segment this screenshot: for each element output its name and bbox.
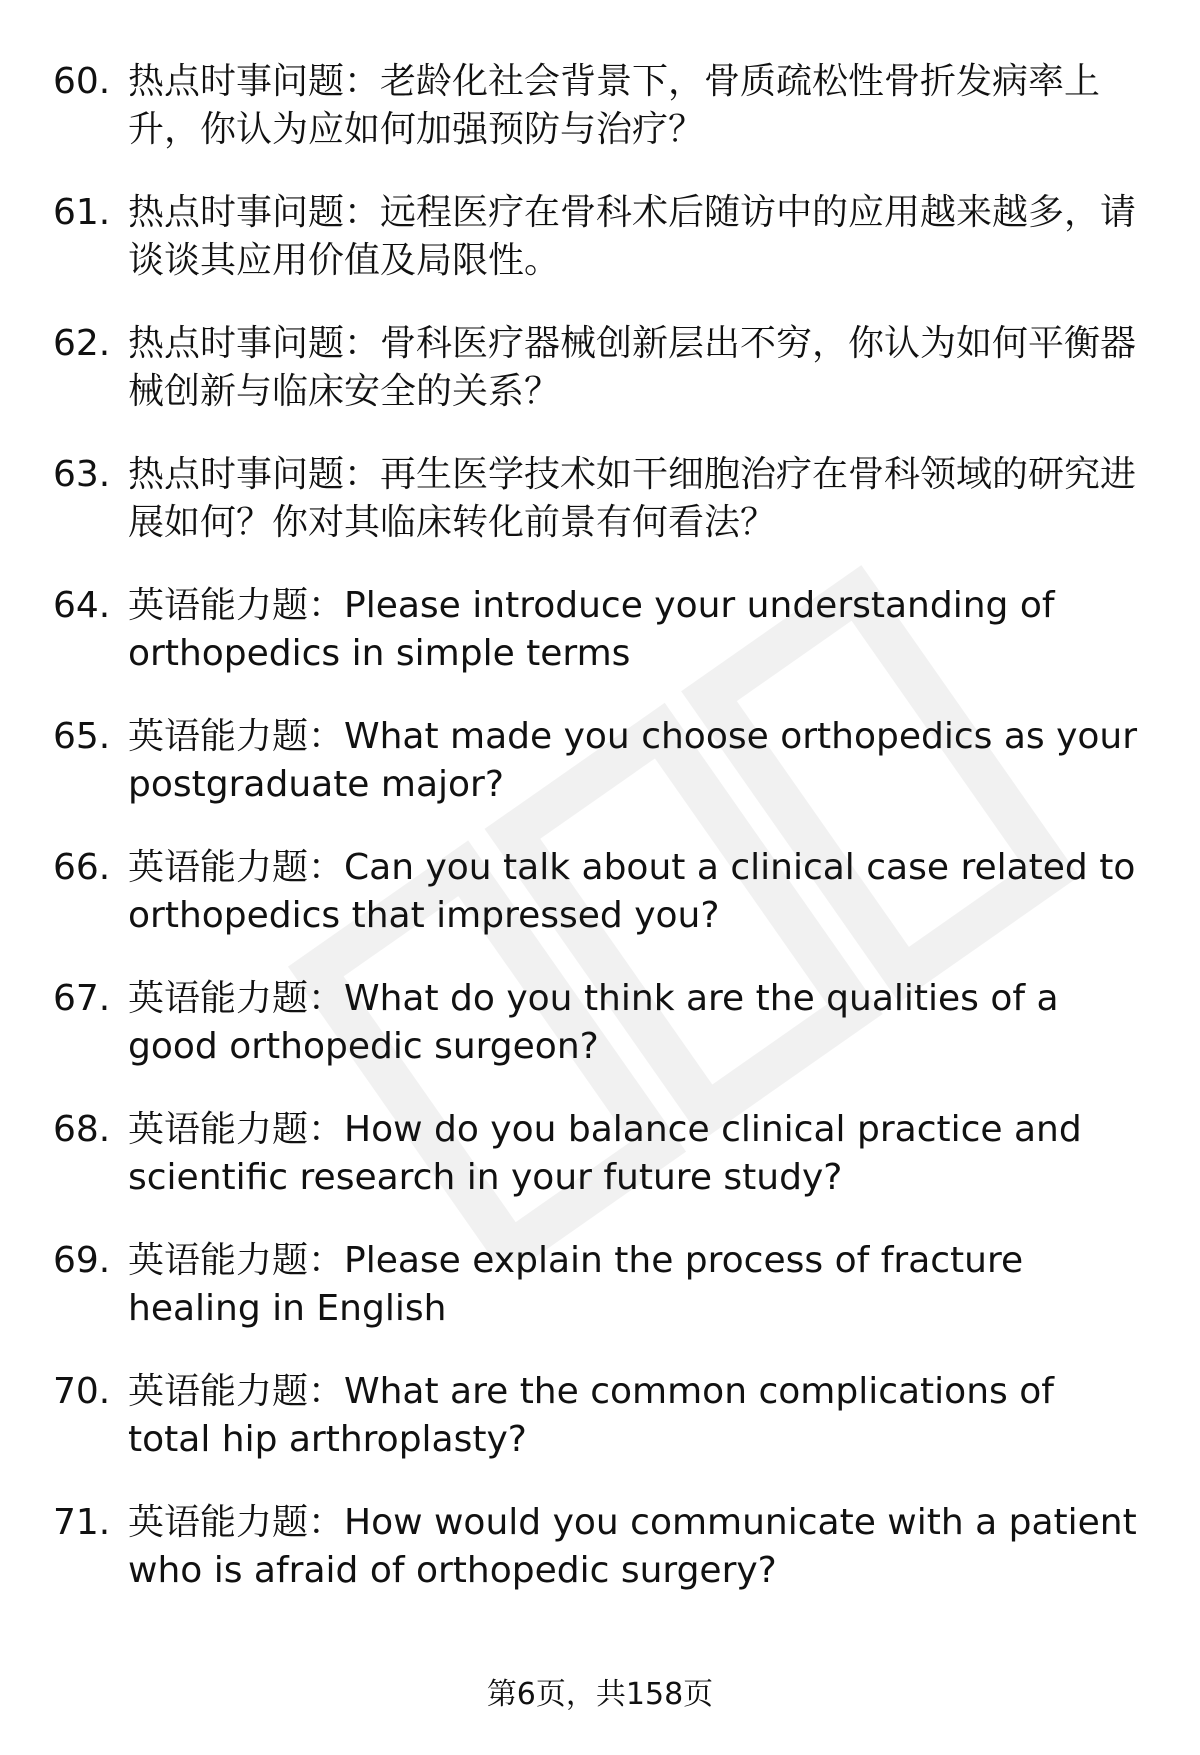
question-item: [0, 189, 1200, 320]
question-text: 英语能力题：What made you choose orthopedics as your postgraduate major?: [128, 716, 1138, 805]
question-item: [0, 844, 1200, 975]
question-number: 67.: [53, 978, 111, 1019]
question-item: [0, 1237, 1200, 1368]
question-number: 66.: [53, 847, 111, 888]
question-text: 英语能力题：Please introduce your understanding of orthopedics in simple terms: [128, 585, 1055, 674]
question-number: 62.: [53, 323, 111, 364]
question-number: 60.: [53, 61, 111, 102]
question-number: 68.: [53, 1109, 111, 1150]
question-item: [0, 582, 1200, 713]
question-number: 70.: [53, 1371, 111, 1412]
question-text: 热点时事问题：再生医学技术如干细胞治疗在骨科领域的研究进展如何？你对其临床转化前景有何看法？: [128, 454, 1137, 543]
question-text: 英语能力题：Can you talk about a clinical case related to orthopedics that impressed you?: [128, 847, 1136, 936]
question-item: [0, 713, 1200, 844]
question-text: 热点时事问题：老龄化社会背景下，骨质疏松性骨折发病率上升，你认为应如何加强预防与治疗？: [128, 61, 1101, 150]
question-number: 71.: [53, 1502, 111, 1543]
question-number: 63.: [53, 454, 111, 495]
question-number: 61.: [53, 192, 111, 233]
question-number: 64.: [53, 585, 111, 626]
question-text: 英语能力题：What are the common complications of total hip arthroplasty?: [128, 1371, 1054, 1460]
page-footer: 第6页，共158页: [486, 1677, 714, 1712]
question-item: [0, 320, 1200, 451]
question-item: [0, 1368, 1200, 1499]
question-item: [0, 1499, 1200, 1630]
question-number: 65.: [53, 716, 111, 757]
question-item: [0, 451, 1200, 582]
question-text: 英语能力题：How would you communicate with a patient who is afraid of orthopedic surgery?: [128, 1502, 1137, 1591]
question-list: [0, 58, 1200, 1630]
question-number: 69.: [53, 1240, 111, 1281]
question-text: 英语能力题：What do you think are the qualities of a good orthopedic surgeon?: [128, 978, 1059, 1067]
question-item: [0, 58, 1200, 189]
question-text: 英语能力题：Please explain the process of fracture healing in English: [128, 1240, 1024, 1329]
question-text: 热点时事问题：远程医疗在骨科术后随访中的应用越来越多，请谈谈其应用价值及局限性。: [128, 192, 1137, 281]
question-text: 热点时事问题：骨科医疗器械创新层出不穷，你认为如何平衡器械创新与临床安全的关系？: [128, 323, 1137, 412]
question-text: 英语能力题：How do you balance clinical practice and scientific research in your future study?: [128, 1109, 1082, 1198]
question-item: [0, 975, 1200, 1106]
question-item: [0, 1106, 1200, 1237]
